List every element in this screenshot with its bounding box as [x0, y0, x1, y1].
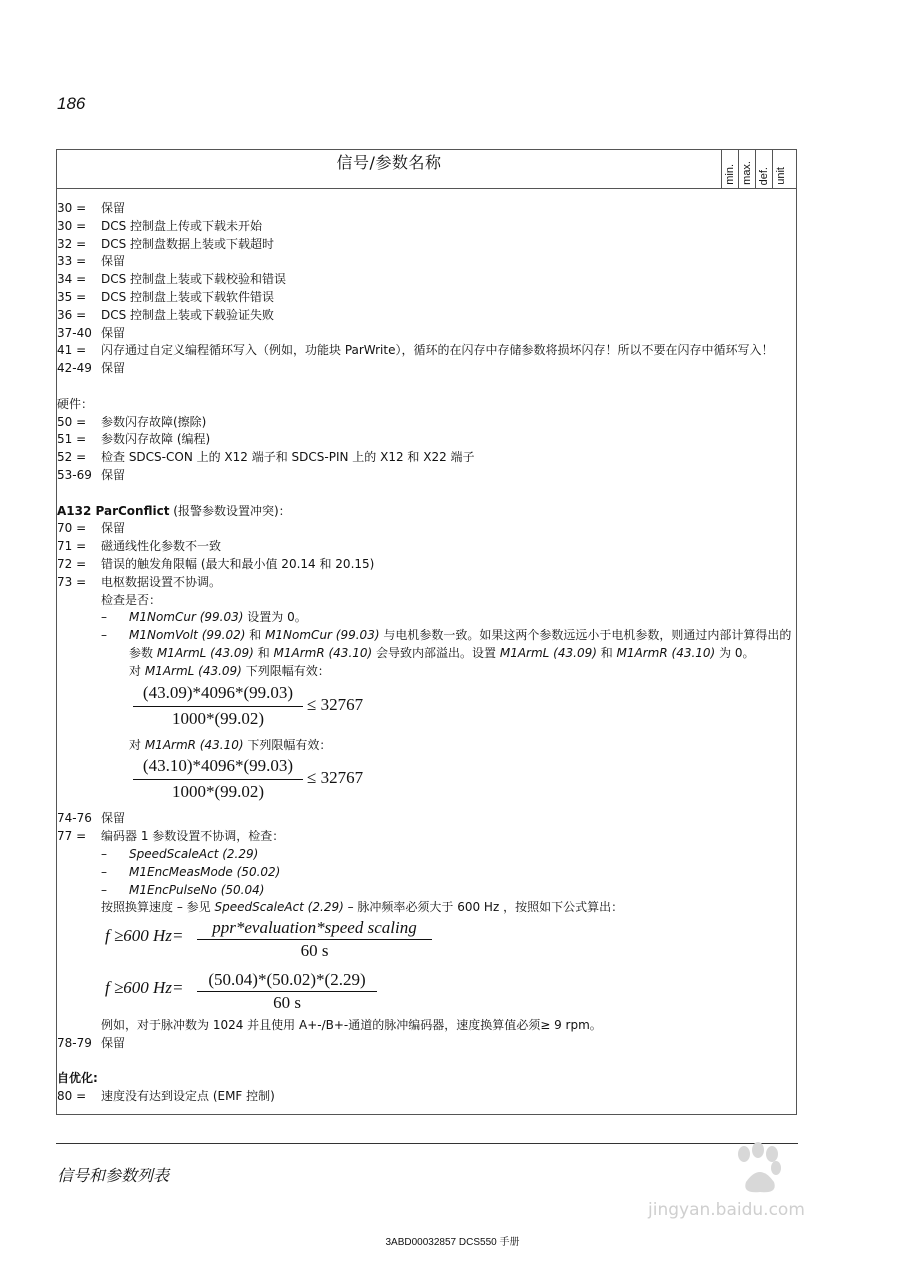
row-text: 保留 [101, 361, 126, 376]
row-code: 52 = [57, 450, 87, 465]
row-text: 闪存通过自定义编程循环写入（例如，功能块 ParWrite），循环的在闪存中存储参数将损坏闪存！所以不要在闪存中循环写入！ [101, 343, 774, 358]
row-text: 保留 [101, 254, 126, 269]
row-code: 53-69 [57, 467, 92, 482]
row-text: DCS 控制盘数据上装或下载超时 [101, 236, 275, 251]
row-text: 保留 [101, 201, 126, 215]
row-code: 30 = [57, 218, 87, 233]
row-text: DCS 控制盘上装或下载验证失败 [101, 307, 275, 322]
watermark-url: jingyan.baidu.com [648, 1200, 805, 1220]
row-code: 30 = [57, 201, 87, 215]
table-row [57, 1035, 792, 1053]
header-title: 信号/参数名称 [336, 153, 442, 172]
row-text: DCS 控制盘上装或下载软件错误 [101, 289, 275, 304]
list-item: – M1EncMeasMode (50.02) [101, 864, 281, 879]
formula-armL-num: (43.09)*4096*(99.03) [133, 681, 303, 707]
header-col-max: max. [738, 150, 755, 188]
row-code: 78-79 [57, 1035, 92, 1050]
row-code: 71 = [57, 539, 87, 554]
row-text: 参数闪存故障 (编程) [101, 432, 211, 447]
row-code: 32 = [57, 236, 87, 251]
row-code: 70 = [57, 521, 87, 536]
row-code: 37-40 [57, 325, 92, 340]
row-code: 73 = [57, 574, 87, 589]
table-row [57, 236, 792, 254]
row-code: 51 = [57, 432, 87, 447]
row-text: 参数闪存故障(擦除) [101, 414, 207, 429]
row-text: DCS 控制盘上传或下载未开始 [101, 218, 263, 233]
parameter-table [56, 149, 797, 1115]
table-row [57, 467, 792, 485]
alarm-a132-desc: (报警参数设置冲突)： [169, 503, 291, 518]
row-code: 77 = [57, 829, 87, 844]
table-row [57, 556, 792, 574]
row-code: 35 = [57, 289, 87, 304]
baidu-watermark [648, 1140, 858, 1240]
row-code: 42-49 [57, 361, 92, 376]
table-row [57, 360, 792, 378]
limit-label-armL: 对 M1ArmL (43.09) 下列限幅有效： [129, 663, 330, 678]
formula-armR-rel: ≤ 32767 [307, 768, 364, 788]
table-row [57, 828, 792, 846]
row-text: 保留 [101, 325, 126, 340]
row-text: 保留 [101, 1035, 126, 1050]
formula-armL [57, 681, 792, 737]
formula-freq-general: f ≥600 Hz= ppr*evaluation*speed scaling 60 s [57, 917, 792, 965]
table-row [57, 520, 792, 538]
formula-freq-params: f ≥600 Hz= $\frac{(50.04)*(50.02)*(2.29)}{60 s}$ [57, 969, 792, 1017]
table-row [57, 200, 792, 218]
footer-section-title: 信号和参数列表 [57, 1168, 170, 1185]
table-row [57, 574, 792, 592]
row-code: 33 = [57, 254, 87, 269]
row-code: 34 = [57, 272, 87, 287]
section-heading-self-opt: 自优化: [57, 1071, 98, 1086]
table-row [57, 538, 792, 556]
row-code: 41 = [57, 343, 87, 358]
row-code: 74-76 [57, 811, 92, 826]
row-text: 检查 SDCS-CON 上的 X12 端子和 SDCS-PIN 上的 X12 和 X22 端子 [101, 450, 475, 465]
list-item: – SpeedScaleAct (2.29) [101, 846, 259, 861]
table-body [57, 200, 792, 1106]
alarm-a132-name: A132 ParConflict [57, 503, 170, 518]
page-number: 186 [57, 94, 86, 113]
row-text: 保留 [101, 467, 126, 482]
formula-armR-den: 1000*(99.02) [171, 782, 265, 802]
row-text: 磁通线性化参数不一致 [101, 539, 222, 554]
formula-armL-rel: ≤ 32767 [307, 694, 364, 714]
table-row [57, 218, 792, 236]
row-text: 保留 [101, 811, 126, 826]
row-text: 电枢数据设置不协调。 [101, 574, 222, 589]
row-text: 错误的触发角限幅 (最大和最小值 20.14 和 20.15) [101, 556, 375, 571]
r73-check-label: 检查是否： [101, 592, 162, 607]
row-text: 速度没有达到设定点 (EMF 控制) [101, 1089, 275, 1104]
r77-example: 例如，对于脉冲数为 1024 并且使用 A+-/B+-通道的脉冲编码器，速度换算值必须≥ 9 rpm。 [101, 1018, 602, 1033]
list-item: – M1EncPulseNo (50.04) [101, 882, 265, 897]
row-code: 36 = [57, 307, 87, 322]
table-row [57, 1088, 792, 1106]
table-header [57, 150, 796, 189]
table-row [57, 289, 792, 307]
formula-armL-den: 1000*(99.02) [171, 708, 265, 728]
table-row [57, 253, 792, 271]
footer-doc-id: 3ABD00032857 DCS550 手册 [385, 1237, 520, 1248]
table-row [57, 271, 792, 289]
row-code: 50 = [57, 414, 87, 429]
table-row [57, 810, 792, 828]
list-item: – M1NomCur (99.03) 设置为 0。 [101, 610, 307, 625]
row-text: DCS 控制盘上装或下载校验和错误 [101, 272, 287, 287]
table-row [57, 414, 792, 432]
baidu-paw-logo [648, 1140, 858, 1200]
row-text: 编码器 1 参数设置不协调，检查： [101, 829, 285, 844]
formula-armR-num: (43.10)*4096*(99.03) [133, 754, 303, 780]
formula-armR [57, 754, 792, 810]
row-code: 80 = [57, 1089, 87, 1104]
section-heading-hardware: 硬件： [57, 396, 94, 411]
header-col-def: def. [755, 150, 772, 188]
row-text: 保留 [101, 521, 126, 536]
table-row [57, 307, 792, 325]
table-row [57, 431, 792, 449]
r77-calc-text: 按照换算速度 – 参见 SpeedScaleAct (2.29) – 脉冲频率必须大于 600 Hz ，按照如下公式算出： [101, 900, 624, 915]
alarm-a132-heading [57, 503, 792, 521]
row-code: 72 = [57, 556, 87, 571]
header-col-unit: unit [772, 150, 789, 188]
header-col-min: min. [721, 150, 738, 188]
limit-label-armR: 对 M1ArmR (43.10) 下列限幅有效： [129, 737, 332, 752]
list-item: – M1NomVolt (99.02) 和 M1NomCur (99.03) 与电机参数一致。如果这两个参数远远小于电机参数，则通过内部计算得出的参数 M1ArmL (43.09) 和 M1ArmR (43.10) 会导致内部溢出。设置 M1ArmL (43.09) 和 M1ArmR (43.10) 为 0。 [101, 628, 792, 660]
table-row [57, 342, 792, 360]
table-row [57, 325, 792, 343]
table-row [57, 449, 792, 467]
